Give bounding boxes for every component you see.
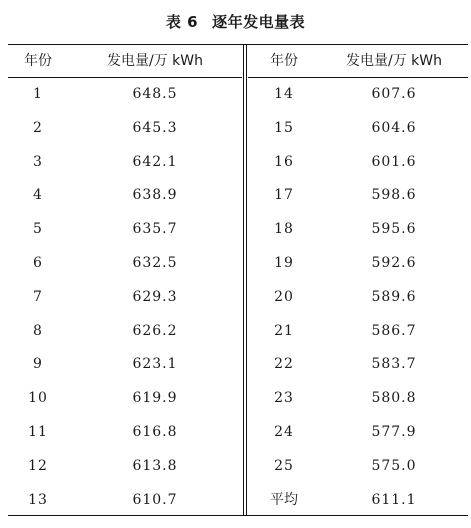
table-row xyxy=(8,179,242,213)
table-row xyxy=(8,112,242,146)
table-row xyxy=(248,450,468,484)
year-cell: 21 xyxy=(274,322,294,339)
header-row-right xyxy=(248,45,468,78)
generation-cell: 589.6 xyxy=(371,288,417,305)
table-row xyxy=(8,281,242,315)
generation-cell: 645.3 xyxy=(132,119,178,136)
table-row xyxy=(248,484,468,518)
table-row xyxy=(248,112,468,146)
table-number: 表 6 xyxy=(165,13,199,31)
year-cell: 16 xyxy=(274,153,294,170)
generation-cell: 626.2 xyxy=(132,322,178,339)
generation-cell: 619.9 xyxy=(132,390,178,407)
table-row xyxy=(8,484,242,518)
double-rule-line-2 xyxy=(246,45,247,515)
table-row xyxy=(248,78,468,112)
generation-cell: 638.9 xyxy=(132,187,178,204)
table-row xyxy=(8,450,242,484)
table-row xyxy=(8,382,242,416)
year-cell: 平均 xyxy=(270,491,298,508)
generation-cell: 598.6 xyxy=(371,187,417,204)
generation-cell: 604.6 xyxy=(371,119,417,136)
table-row xyxy=(248,146,468,180)
generation-cell: 592.6 xyxy=(371,254,417,271)
year-cell: 1 xyxy=(33,86,43,102)
year-cell: 24 xyxy=(274,423,294,440)
year-cell: 9 xyxy=(33,356,43,373)
year-cell: 14 xyxy=(274,86,294,102)
table-row xyxy=(248,315,468,349)
year-cell: 4 xyxy=(33,187,43,204)
generation-cell: 586.7 xyxy=(371,322,417,339)
header-year: 年份 xyxy=(270,53,298,69)
generation-cell: 595.6 xyxy=(371,221,417,238)
year-cell: 22 xyxy=(274,356,294,373)
year-cell: 8 xyxy=(33,322,43,339)
generation-cell: 580.8 xyxy=(371,390,417,407)
table-row xyxy=(248,179,468,213)
generation-cell: 583.7 xyxy=(371,356,417,373)
table-row xyxy=(8,247,242,281)
generation-cell: 623.1 xyxy=(132,356,178,373)
year-cell: 10 xyxy=(28,390,48,407)
table-row xyxy=(8,78,242,112)
generation-cell: 601.6 xyxy=(371,153,417,170)
rows-left xyxy=(8,78,242,517)
year-cell: 3 xyxy=(33,153,43,170)
table-row xyxy=(248,416,468,450)
table-row xyxy=(8,416,242,450)
header-generation: 发电量/万 kWh xyxy=(346,53,442,69)
table-row xyxy=(8,213,242,247)
table-row xyxy=(248,281,468,315)
table-row xyxy=(248,382,468,416)
table-title: 逐年发电量表 xyxy=(212,13,306,31)
generation-table xyxy=(8,44,468,516)
table-row xyxy=(248,348,468,382)
year-cell: 17 xyxy=(274,187,294,204)
table-caption xyxy=(0,10,471,34)
table-left-half xyxy=(8,45,242,515)
year-cell: 18 xyxy=(274,221,294,238)
table-row xyxy=(8,348,242,382)
generation-cell: 577.9 xyxy=(371,423,417,440)
table-row xyxy=(248,213,468,247)
generation-cell: 642.1 xyxy=(132,153,178,170)
year-cell: 15 xyxy=(274,119,294,136)
year-cell: 2 xyxy=(33,119,43,136)
generation-cell: 648.5 xyxy=(132,86,178,102)
generation-cell: 607.6 xyxy=(371,86,417,102)
rows-right xyxy=(248,78,468,517)
generation-cell: 635.7 xyxy=(132,221,178,238)
header-generation: 发电量/万 kWh xyxy=(107,53,203,69)
table-row xyxy=(8,146,242,180)
year-cell: 12 xyxy=(28,457,48,474)
generation-cell: 629.3 xyxy=(132,288,178,305)
generation-cell: 610.7 xyxy=(132,491,178,508)
year-cell: 6 xyxy=(33,254,43,271)
generation-cell: 611.1 xyxy=(371,491,417,508)
header-row-left xyxy=(8,45,242,78)
year-cell: 19 xyxy=(274,254,294,271)
year-cell: 23 xyxy=(274,390,294,407)
generation-cell: 575.0 xyxy=(371,457,417,474)
year-cell: 25 xyxy=(274,457,294,474)
year-cell: 20 xyxy=(274,288,294,305)
table-row xyxy=(248,247,468,281)
year-cell: 11 xyxy=(28,423,48,440)
year-cell: 5 xyxy=(33,221,43,238)
year-cell: 13 xyxy=(28,491,48,508)
double-rule-line-1 xyxy=(243,45,244,515)
table-row xyxy=(8,315,242,349)
header-year: 年份 xyxy=(24,53,52,69)
year-cell: 7 xyxy=(33,288,43,305)
table-right-half xyxy=(248,45,468,515)
generation-cell: 616.8 xyxy=(132,423,178,440)
generation-cell: 613.8 xyxy=(132,457,178,474)
generation-cell: 632.5 xyxy=(132,254,178,271)
